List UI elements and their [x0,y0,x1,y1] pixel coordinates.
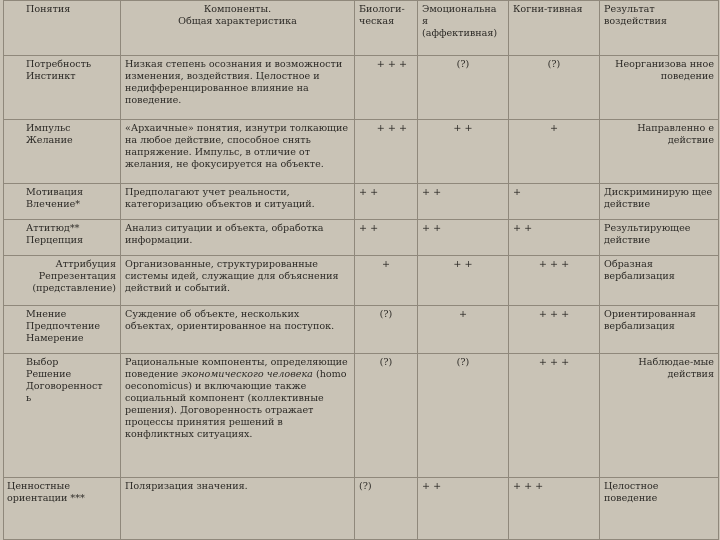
bio-cell: (?) [355,354,418,478]
cog-cell: + [509,184,600,220]
result-cell: Наблюдае-мые действия [600,354,719,478]
table-row [4,184,719,220]
bio-cell: + + + [355,120,418,184]
emo-cell: + + [418,120,509,184]
concept-cell: Мнение Предпочтение Намерение [4,306,121,354]
header-emo: Эмоциональна я (аффективная) [418,1,509,56]
bio-cell: + + [355,220,418,256]
header-concepts: Понятия [4,1,121,56]
result-cell: Неорганизова нное поведение [600,56,719,120]
result-cell: Дискриминирую щее действие [600,184,719,220]
result-cell: Целостное поведение [600,478,719,540]
table-row [4,306,719,354]
concept-cell: Мотивация Влечение* [4,184,121,220]
result-cell: Ориентированная вербализация [600,306,719,354]
description-cell: Низкая степень осознания и возможности изменения, воздействия. Целостное и недифференцированное влияние на поведение. [121,56,355,120]
cog-cell: + [509,120,600,184]
concepts-table [3,0,719,540]
description-text-b: (homo oeconomicus) и включающие также социальный компонент (коллективные решения). Договоренность отражает процессы принятия решений в конфликтных ситуациях. [125,369,347,440]
concept-cell: Выбор Решение Договоренност ь [4,354,121,478]
result-cell: Образная вербализация [600,256,719,306]
emo-cell: + [418,306,509,354]
result-cell: Направленно е действие [600,120,719,184]
table-row [4,354,719,478]
emo-cell: + + [418,478,509,540]
description-cell [121,354,355,478]
description-cell: Организованные, структурированные системы идей, служащие для объяснения действий и событий. [121,256,355,306]
emo-cell: + + [418,220,509,256]
concept-cell: Аттитюд** Перцепция [4,220,121,256]
cog-cell: + + + [509,256,600,306]
table-row [4,478,719,540]
bio-cell: + + [355,184,418,220]
bio-cell: + + + [355,56,418,120]
emo-cell: + + [418,256,509,306]
emo-cell: (?) [418,354,509,478]
table-row [4,120,719,184]
description-text-a: Рациональные компоненты, определяющие поведение [125,357,348,380]
header-cog: Когни-тивная [509,1,600,56]
concept-cell: Ценностные ориентации *** [4,478,121,540]
concept-cell: Аттрибуция Репрезентация (представление) [4,256,121,306]
bio-cell: + [355,256,418,306]
cog-cell: + + [509,220,600,256]
header-row [4,1,719,56]
description-cell: Анализ ситуации и объекта, обработка информации. [121,220,355,256]
concept-cell: Потребность Инстинкт [4,56,121,120]
description-text-italic: экономического человека [181,369,313,380]
table-row [4,256,719,306]
description-cell: «Архаичные» понятия, изнутри толкающие на любое действие, способное снять напряжение. Импульс, в отличие от желания, не фокусируется на объекте. [121,120,355,184]
emo-cell: (?) [418,56,509,120]
bio-cell: (?) [355,478,418,540]
table-row [4,56,719,120]
description-cell: Предполагают учет реальности, категоризацию объектов и ситуаций. [121,184,355,220]
bio-cell: (?) [355,306,418,354]
header-bio: Биологи- ческая [355,1,418,56]
description-cell: Суждение об объекте, нескольких объектах, ориентированное на поступок. [121,306,355,354]
concept-cell: Импульс Желание [4,120,121,184]
cog-cell: + + + [509,354,600,478]
result-cell: Результирующее действие [600,220,719,256]
cog-cell: + + + [509,306,600,354]
header-result: Результат воздействия [600,1,719,56]
cog-cell: (?) [509,56,600,120]
cog-cell: + + + [509,478,600,540]
header-components: Компоненты. Общая характеристика [121,1,355,56]
table-row [4,220,719,256]
description-cell: Поляризация значения. [121,478,355,540]
emo-cell: + + [418,184,509,220]
